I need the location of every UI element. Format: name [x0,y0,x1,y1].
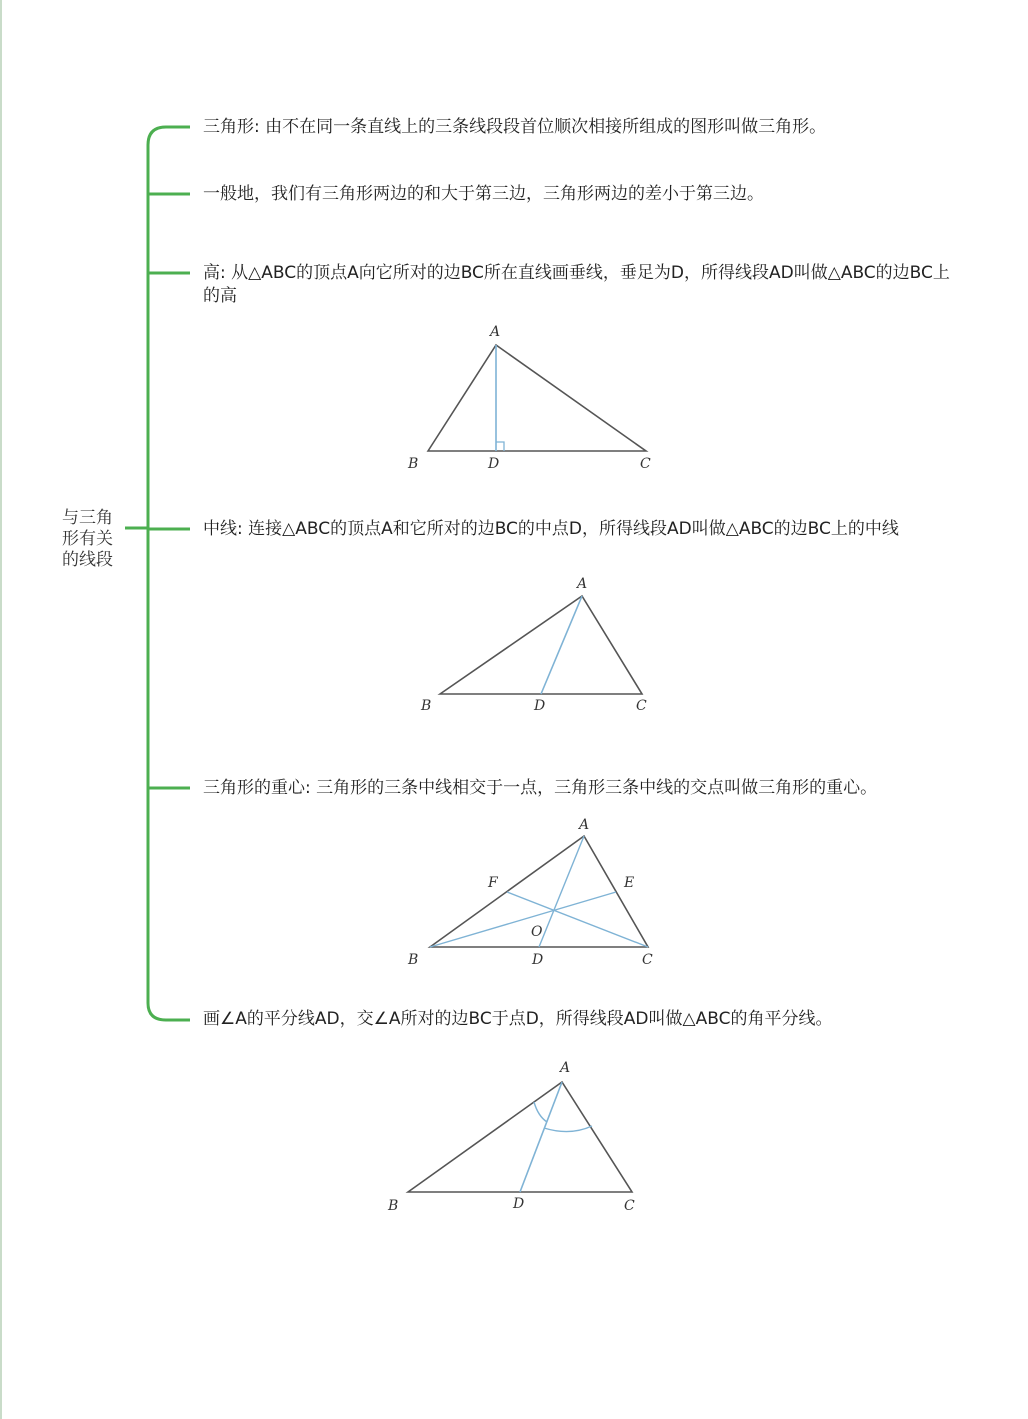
branch-angle-bisector: 画∠A的平分线AD，交∠A所对的边BC于点D，所得线段AD叫做△ABC的角平分线。 [203,1009,833,1029]
centroid-median-c [507,892,648,947]
centroid-label-e: E [624,875,635,891]
root-label-line-2: 形有关 [62,529,113,549]
bracket-spine [148,127,190,1020]
centroid-label-c: C [642,952,653,968]
branch-altitude: 高: 从△ABC的顶点A向它所对的边BC所在直线画垂线，垂足为D，所得线段AD叫做△ABC的边BC上的高 [203,263,950,306]
altitude-triangle [428,345,646,451]
bisector-label-d: D [513,1196,525,1212]
median-triangle [440,596,642,694]
centroid-label-d: D [532,952,544,968]
bisector-segment-ad [520,1082,562,1192]
root-label-line-1: 与三角 [62,508,113,528]
branch-side-inequality: 一般地，我们有三角形两边的和大于第三边，三角形两边的差小于第三边。 [203,184,764,204]
figure-altitude [400,318,660,478]
angle-arc-right [544,1126,592,1132]
bisector-label-b: B [388,1198,399,1214]
bisector-triangle [408,1082,632,1192]
branch-triangle-definition: 三角形: 由不在同一条直线上的三条线段段首位顺次相接所组成的图形叫做三角形。 [203,117,827,137]
median-label-c: C [636,698,647,714]
branch-median: 中线: 连接△ABC的顶点A和它所对的边BC的中点D，所得线段AD叫做△ABC的边BC上的中线 [203,519,899,539]
figure-centroid [400,812,670,972]
figure-bisector [380,1052,650,1222]
centroid-median-b [430,892,616,947]
centroid-label-o: O [531,924,543,940]
angle-arc-left [534,1102,547,1122]
figure-median [410,572,660,722]
median-label-a: A [577,576,588,592]
altitude-label-a: A [490,324,501,340]
right-angle-mark [496,442,504,451]
altitude-label-d: D [488,456,500,472]
branch-centroid: 三角形的重心: 三角形的三条中线相交于一点，三角形三条中线的交点叫做三角形的重心。 [203,778,878,798]
centroid-label-b: B [408,952,419,968]
median-label-b: B [421,698,432,714]
centroid-label-a: A [579,817,590,833]
root-label-line-3: 的线段 [62,550,113,570]
centroid-label-f: F [488,875,498,891]
median-label-d: D [534,698,546,714]
bisector-label-a: A [560,1060,571,1076]
altitude-label-b: B [408,456,419,472]
bisector-label-c: C [624,1198,635,1214]
altitude-label-c: C [640,456,651,472]
root-node [50,508,125,571]
